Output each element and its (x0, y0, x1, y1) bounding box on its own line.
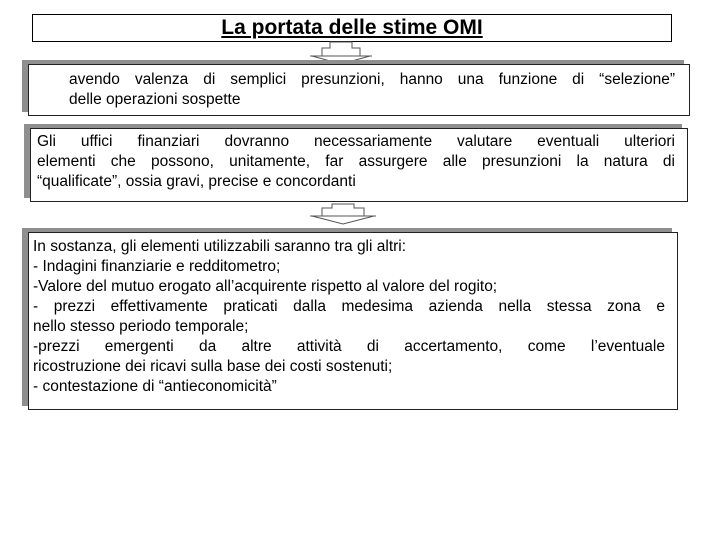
list-item: - contestazione di “antieconomicità” (33, 378, 277, 395)
elements-intro: In sostanza, gli elementi utilizzabili saranno tra gli altri: (33, 238, 407, 255)
slide-title-box (32, 14, 672, 42)
slide-title: La portata delle stime OMI (221, 16, 483, 39)
presumption-line-2: delle operazioni sospette (69, 91, 241, 108)
list-item: - prezzi effettivamente praticati dalla medesima azienda nella stessa zona e (33, 298, 665, 315)
list-item: -Valore del mutuo erogato all’acquirente rispetto al valore del rogito; (33, 278, 498, 295)
list-item: -prezzi emergenti da altre attività di accertamento, come l’eventuale (33, 338, 665, 355)
evaluation-line-1: Gli uffici finanziari dovranno necessariamente valutare eventuali ulteriori (37, 133, 675, 150)
presumption-line-1: avendo valenza di semplici presunzioni, hanno una funzione di “selezione” (69, 71, 675, 88)
list-item: - Indagini finanziarie e redditometro; (33, 258, 281, 275)
elements-box (28, 232, 678, 410)
arrow-down-icon (300, 204, 390, 232)
evaluation-box (30, 128, 688, 202)
list-item-continuation: ricostruzione dei ricavi sulla base dei costi sostenuti; (33, 358, 393, 375)
evaluation-line-2: elementi che possono, unitamente, far assurgere alle presunzioni la natura di (37, 153, 675, 170)
presumption-box (28, 64, 690, 116)
evaluation-line-3: “qualificate”, ossia gravi, precise e concordanti (37, 173, 356, 190)
list-item-continuation: nello stesso periodo temporale; (33, 318, 249, 335)
